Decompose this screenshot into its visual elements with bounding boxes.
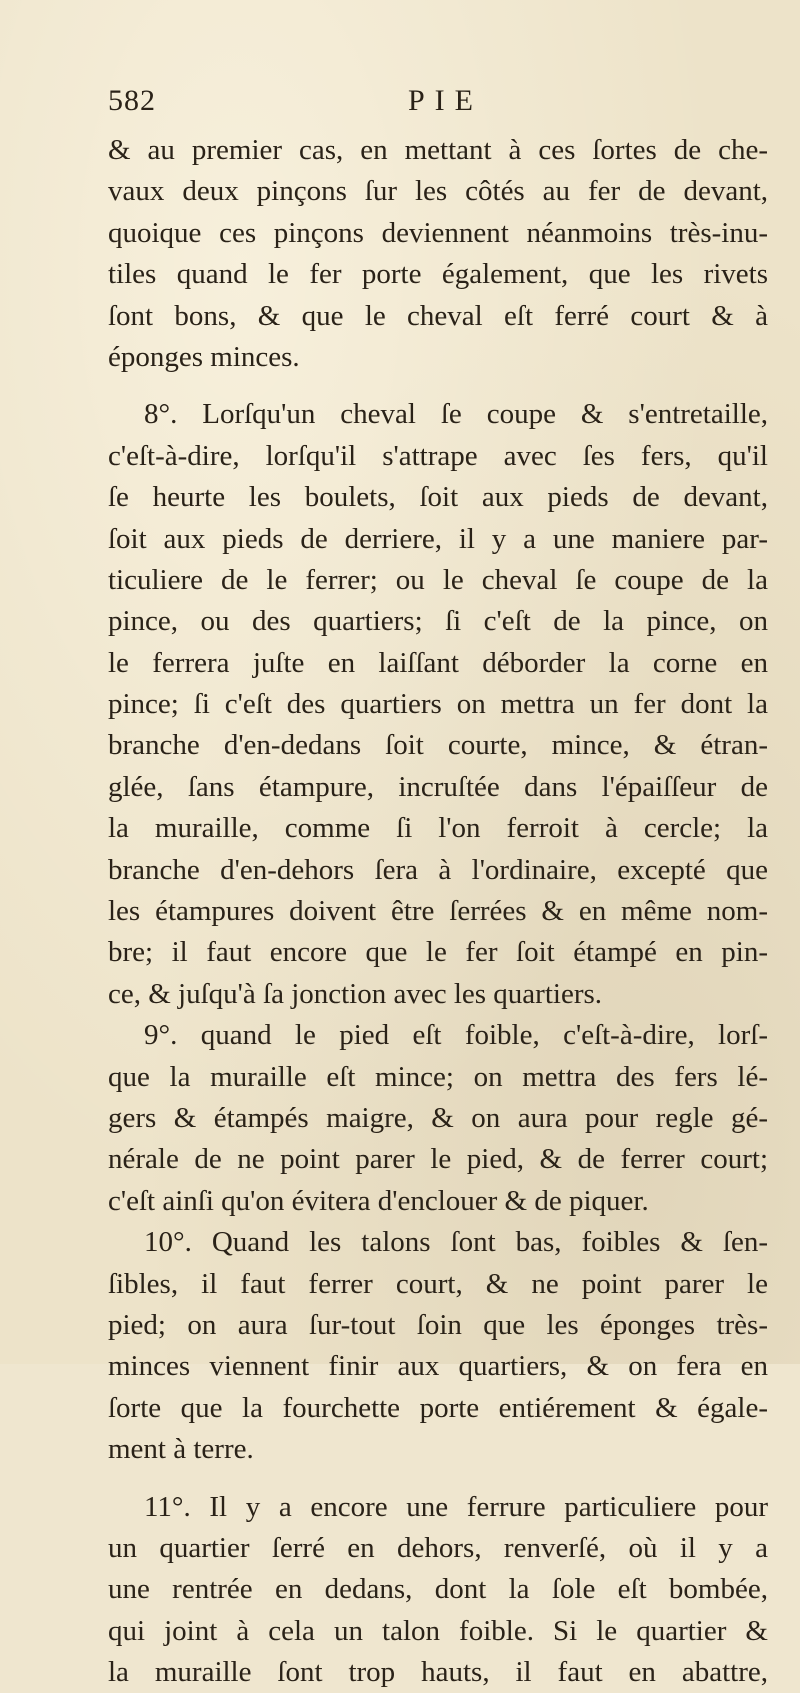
text-line: la muraille ſont trop hauts, il faut en abattre, — [108, 1656, 768, 1689]
text-line: 11°. Il y a encore une ferrure particuliere pour — [144, 1490, 768, 1523]
text-line: ſont bons, & que le cheval eſt ferré court & à — [108, 299, 768, 332]
text-line: une rentrée en dedans, dont la ſole eſt bombée, — [108, 1573, 768, 1606]
text-line: 10°. Quand les talons ſont bas, foibles & ſen- — [144, 1226, 768, 1259]
text-line: nérale de ne point parer le pied, & de ferrer court; — [108, 1143, 768, 1176]
text-line: ticuliere de le ferrer; ou le cheval ſe coupe de la — [108, 563, 768, 596]
text-line: la muraille, comme ſi l'on ferroit à cercle; la — [108, 812, 768, 845]
text-line: ſorte que la fourchette porte entiérement & égale- — [108, 1391, 768, 1424]
text-line: ſe heurte les boulets, ſoit aux pieds de devant, — [108, 481, 768, 514]
text-line: branche d'en-dedans ſoit courte, mince, & étran- — [108, 729, 768, 762]
text-line: branche d'en-dehors ſera à l'ordinaire, excepté que — [108, 853, 768, 886]
running-head: PIE — [408, 84, 483, 117]
body-text — [108, 130, 768, 1693]
text-line: c'eſt ainſi qu'on évitera d'enclouer & de piquer. — [108, 1184, 649, 1217]
text-line: & au premier cas, en mettant à ces ſortes de che- — [108, 134, 768, 166]
paragraph-gap — [108, 1471, 768, 1487]
text-line: pince, ou des quartiers; ſi c'eſt de la pince, on — [108, 605, 768, 638]
text-line: quoique ces pinçons deviennent néanmoins très-inu- — [108, 216, 768, 249]
text-line: que la muraille eſt mince; on mettra des fers lé- — [108, 1060, 768, 1093]
text-line: 8°. Lorſqu'un cheval ſe coupe & s'entretaille, — [144, 398, 768, 431]
text-line: vaux deux pinçons ſur les côtés au fer de devant, — [108, 175, 768, 208]
text-line: tiles quand le fer porte également, que les rivets — [108, 258, 768, 291]
text-line: ce, & juſqu'à ſa jonction avec les quartiers. — [108, 977, 603, 1010]
text-line: glée, ſans étampure, incruſtée dans l'épaiſſeur de — [108, 770, 768, 803]
text-line: 9°. quand le pied eſt foible, c'eſt-à-dire, lorſ- — [144, 1019, 768, 1052]
text-line: c'eſt-à-dire, lorſqu'il s'attrape avec ſes fers, qu'il — [108, 439, 768, 472]
text-line: ſibles, il faut ferrer court, & ne point parer le — [108, 1267, 768, 1300]
page-header — [108, 84, 768, 124]
text-line: un quartier ſerré en dehors, renverſé, où il y a — [108, 1531, 768, 1564]
text-line: le ferrera juſte en laiſſant déborder la corne en — [108, 646, 768, 679]
text-line: pied; on aura ſur-tout ſoin que les éponges très- — [108, 1308, 768, 1341]
text-line: bre; il faut encore que le fer ſoit étampé en pin- — [108, 936, 768, 969]
paragraph-gap — [108, 378, 768, 394]
page-number: 582 — [108, 84, 156, 117]
text-line: qui joint à cela un talon foible. Si le quartier & — [108, 1614, 768, 1647]
text-line: éponges minces. — [108, 340, 300, 373]
text-line: les étampures doivent être ſerrées & en même nom- — [108, 895, 768, 928]
text-line: pince; ſi c'eſt des quartiers on mettra un fer dont la — [108, 688, 768, 721]
text-line: gers & étampés maigre, & on aura pour regle gé- — [108, 1101, 768, 1134]
text-line: ſoit aux pieds de derriere, il y a une maniere par- — [108, 522, 768, 555]
text-line: ment à terre. — [108, 1433, 254, 1466]
text-line: minces viennent finir aux quartiers, & on fera en — [108, 1350, 768, 1383]
